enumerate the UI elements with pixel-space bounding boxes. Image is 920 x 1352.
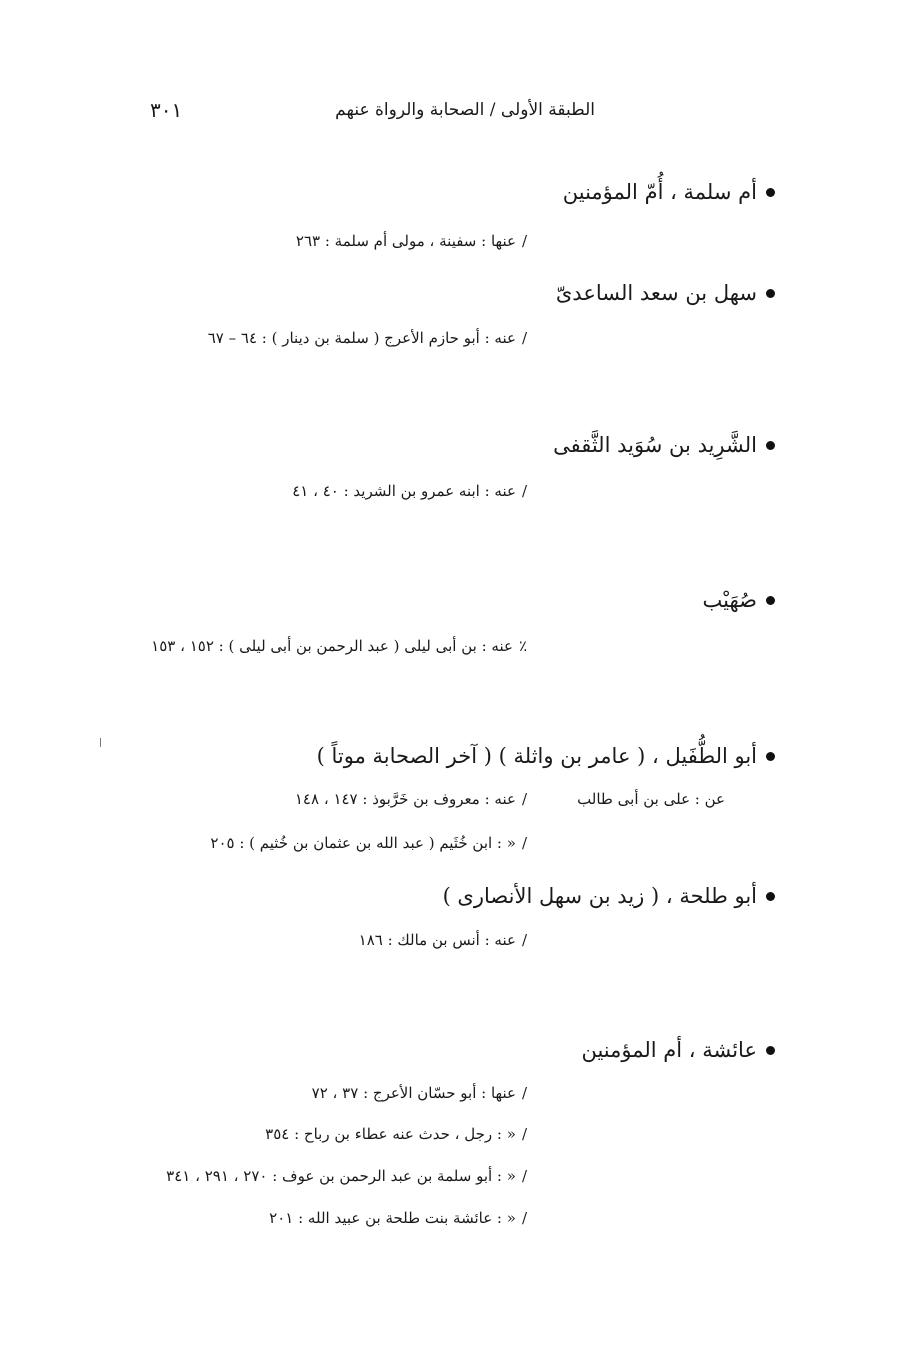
bullet-icon — [766, 752, 775, 761]
line-text: عنه : بن أبى ليلى ( عبد الرحمن بن أبى ليلى ) : ١٥٢ ، ١٥٣ — [151, 637, 513, 655]
line-text: عنها : سفينة ، مولى أم سلمة : ٢٦٣ — [295, 232, 516, 250]
line-mark: / — [521, 1167, 527, 1185]
narrator-line — [210, 834, 527, 852]
line-mark: / — [521, 482, 527, 500]
narrator-line — [359, 931, 527, 949]
margin-mark — [100, 738, 101, 747]
narrator-line — [151, 637, 527, 655]
line-mark: / — [521, 1084, 527, 1102]
narrator-line — [166, 1167, 527, 1185]
bullet-icon — [766, 596, 775, 605]
line-mark: ٪ — [518, 637, 527, 655]
running-header-title: الطبقة الأولى / الصحابة والرواة عنهم — [335, 100, 595, 120]
entry-heading-text: أم سلمة ، أُمّ المؤمنين — [562, 180, 757, 204]
line-mark: / — [521, 1209, 527, 1227]
entry-heading-text: الشَّرِيد بن سُوَيد الثَّقفى — [553, 433, 757, 457]
narrator-line — [312, 1084, 527, 1102]
line-mark: / — [521, 931, 527, 949]
narrator-line — [295, 790, 527, 808]
line-text: عنه : ابنه عمرو بن الشريد : ٤٠ ، ٤١ — [292, 482, 516, 500]
line-text: عنه : أبو حازم الأعرج ( سلمة بن دينار ) : ٦٤ – ٦٧ — [207, 329, 516, 347]
bullet-icon — [766, 892, 775, 901]
line-text: عنه : معروف بن خَرَّبوذ : ١٤٧ ، ١٤٨ — [294, 790, 516, 808]
entry-heading-text: أبو الطُّفَيل ، ( عامر بن واثلة ) ( آخر الصحابة موتاً ) — [316, 744, 757, 768]
line-mark: / — [521, 790, 527, 808]
narrator-line — [208, 329, 527, 347]
entry-heading — [581, 1038, 775, 1062]
page-number: ٣٠١ — [150, 98, 183, 122]
line-mark: / — [521, 232, 527, 250]
entry-heading — [563, 180, 775, 204]
entry-heading-text: أبو طلحة ، ( زيد بن سهل الأنصارى ) — [442, 884, 757, 908]
line-text: عن : على بن أبى طالب — [577, 790, 725, 808]
narrator-line — [265, 1125, 527, 1143]
narrator-line — [296, 232, 527, 250]
line-mark: / — [521, 1125, 527, 1143]
line-text: عنها : أبو حسّان الأعرج : ٣٧ ، ٧٢ — [311, 1084, 516, 1102]
bullet-icon — [766, 441, 775, 450]
line-text: « : عائشة بنت طلحة بن عبيد الله : ٢٠١ — [269, 1209, 516, 1227]
line-text: « : ابن خُثَيم ( عبد الله بن عثمان بن خُثيم ) : ٢٠٥ — [210, 834, 516, 852]
line-text: « : أبو سلمة بن عبد الرحمن بن عوف : ٢٧٠ ، ٢٩١ ، ٣٤١ — [166, 1167, 516, 1185]
entry-heading-text: صُهَيْب — [702, 588, 757, 612]
entry-heading — [703, 588, 775, 612]
entry-heading — [443, 884, 775, 908]
line-mark: / — [521, 329, 527, 347]
teacher-line — [577, 790, 725, 808]
bullet-icon — [766, 188, 775, 197]
line-text: عنه : أنس بن مالك : ١٨٦ — [358, 931, 516, 949]
entry-heading — [553, 433, 775, 457]
line-text: « : رجل ، حدث عنه عطاء بن رباح : ٣٥٤ — [265, 1125, 516, 1143]
bullet-icon — [766, 1046, 775, 1055]
entry-heading — [556, 281, 775, 305]
bullet-icon — [766, 289, 775, 298]
entry-heading — [317, 744, 775, 768]
narrator-line — [269, 1209, 527, 1227]
line-mark: / — [521, 834, 527, 852]
entry-heading-text: عائشة ، أم المؤمنين — [581, 1038, 757, 1062]
narrator-line — [292, 482, 527, 500]
entry-heading-text: سهل بن سعد الساعدىّ — [555, 281, 757, 305]
